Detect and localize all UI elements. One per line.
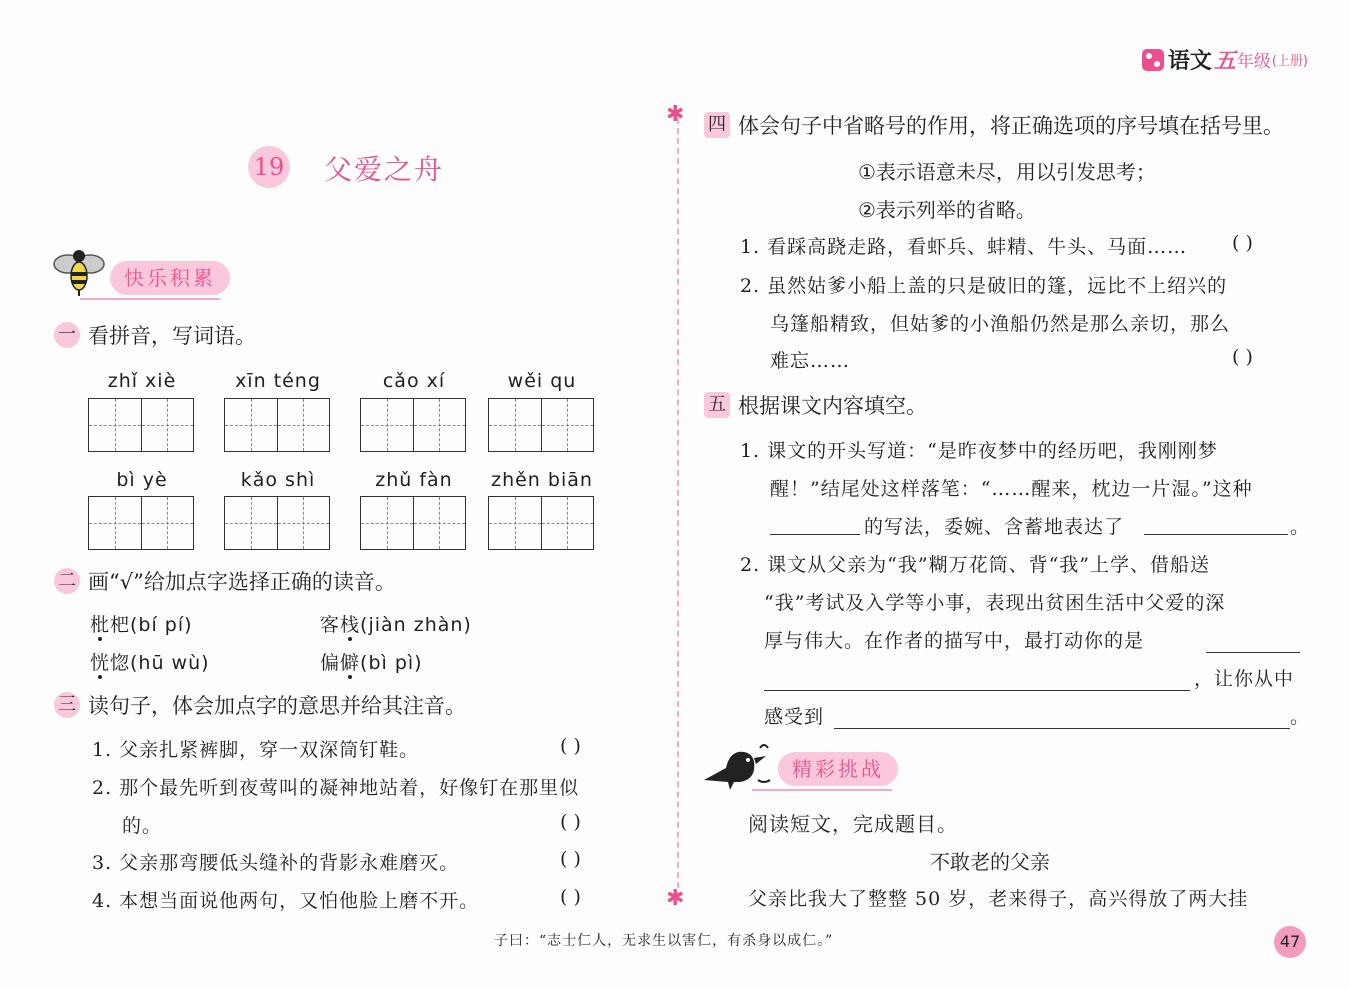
fill-text: 2. 课文从父亲为“我”糊万花筒、背“我”上学、借船送 [740,554,1211,576]
reading-choice-item[interactable]: 枇杷(bí pí) [90,614,193,636]
pinyin-label: zhǔ fàn [375,469,453,491]
question-3-heading [54,690,466,720]
question-5-prompt: 根据课文内容填空。 [738,394,927,418]
sentence-item-continued: 乌篷船精致，但姑爹的小渔船仍然是那么亲切，那么 [770,313,1231,335]
section-banner-challenge: 精彩挑战 [778,752,898,786]
sentence-item-continued: 的。 [122,815,163,837]
reading-title: 不敢老的父亲 [930,850,1050,874]
reading-choice-item[interactable]: 客栈(jiàn zhàn) [320,614,472,636]
writing-grid[interactable] [360,398,466,452]
writing-grid[interactable] [488,496,594,550]
answer-parentheses[interactable]: ( ) [1232,232,1253,254]
writing-grid[interactable] [88,496,194,550]
reading-choice-item[interactable]: 偏僻(bì pì) [320,652,423,674]
sentence-item: 4. 本想当面说他两句，又怕他脸上磨不开。 [92,890,480,912]
fill-text: 感受到 [764,706,825,728]
answer-parentheses[interactable]: ( ) [560,886,581,908]
reading-choice-item[interactable]: 恍惚(hū wù) [90,652,210,674]
question-1-heading [54,320,256,350]
sentence-item: 2. 虽然姑爹小船上盖的只是破旧的篷，远比不上绍兴的 [740,275,1228,297]
fill-blank[interactable] [764,690,1190,691]
dotted-char: 僻 [340,652,361,674]
sentence-item: 1. 父亲扎紧裤脚，穿一双深筒钉鞋。 [92,739,420,761]
reading-prompt: 阅读短文，完成题目。 [748,812,958,836]
fill-text: 醒！”结尾处这样落笔：“……醒来，枕边一片湿。”这种 [770,478,1253,500]
answer-parentheses[interactable]: ( ) [560,848,581,870]
question-4-number: 四 [704,112,730,138]
question-2-number: 二 [54,568,80,594]
banner-underline [752,789,892,791]
pinyin-label: kǎo shì [240,469,316,491]
bird-icon [700,740,772,796]
question-1-number: 一 [54,322,80,348]
question-5-number: 五 [704,392,730,418]
writing-grid[interactable] [88,398,194,452]
answer-parentheses[interactable]: ( ) [560,811,581,833]
lesson-title: 父爱之舟 [324,153,445,186]
fill-blank[interactable] [1206,652,1300,653]
dotted-char: 恍 [90,652,111,674]
banner-underline [80,298,220,300]
bee-icon [52,244,106,302]
column-divider [677,118,679,898]
page-number: 47 [1274,926,1306,958]
pinyin-label: zhěn biān [491,469,593,491]
question-3-number: 三 [54,692,80,718]
star-icon: ✱ [666,102,685,127]
period: 。 [1290,706,1311,728]
fill-blank[interactable] [770,534,860,535]
writing-grid[interactable] [224,398,330,452]
question-3-prompt: 读句子，体会加点字的意思并给其注音。 [88,694,466,718]
star-icon: ✱ [666,886,685,911]
sentence-item: 2. 那个最先听到夜莺叫的凝神地站着，好像钉在那里似 [92,777,580,799]
writing-grid[interactable] [224,496,330,550]
fill-text: 1. 课文的开头写道：“是昨夜梦中的经历吧，我刚刚梦 [740,440,1218,462]
reading-text: 父亲比我大了整整 50 岁，老来得子，高兴得放了两大挂 [748,888,1249,910]
question-2-heading [54,566,396,596]
sentence-item: 1. 看踩高跷走路，看虾兵、蚌精、牛头、马面…… [740,236,1188,258]
writing-grid[interactable] [488,398,594,452]
fill-text: “我”考试及入学等小事，表现出贫困生活中父爱的深 [764,592,1226,614]
answer-parentheses[interactable]: ( ) [560,735,581,757]
fill-text: 厚与伟大。在作者的描写中，最打动你的是 [764,630,1145,652]
dotted-char: 枇 [90,614,111,636]
brand-grade: 五 [1213,48,1236,74]
pinyin-label: xīn téng [235,370,321,392]
brand-level: 年级 [1236,52,1271,72]
question-1-prompt: 看拼音，写词语。 [88,324,256,348]
fill-text: 的写法，委婉、含蓄地表达了 [864,516,1125,538]
brand-volume: (上册) [1271,54,1308,69]
pinyin-label: cǎo xí [382,370,446,392]
lesson-number: 19 [248,146,290,188]
answer-parentheses[interactable]: ( ) [1232,346,1253,368]
pinyin-label: bì yè [116,469,168,491]
writing-grid[interactable] [360,496,466,550]
brand-subject: 语文 [1167,49,1212,74]
question-5-heading [704,390,927,420]
sentence-item: 3. 父亲那弯腰低头缝补的背影永难磨灭。 [92,852,460,874]
question-4-prompt: 体会句子中省略号的作用，将正确选项的序号填在括号里。 [738,114,1284,138]
section-banner-accumulate: 快乐积累 [110,261,230,295]
question-2-prompt: 画“√”给加点字选择正确的读音。 [88,570,396,594]
fill-blank[interactable] [834,728,1290,729]
footer-quote: 子曰：“志士仁人，无求生以害仁，有杀身以成仁。” [494,933,834,949]
period: 。 [1290,516,1311,538]
pinyin-label: zhǐ xiè [107,370,177,392]
fill-blank[interactable] [1144,534,1288,535]
option-2: ②表示列举的省略。 [858,198,1036,222]
dotted-char: 栈 [340,614,361,636]
pinyin-label: wěi qu [507,370,577,392]
sentence-item-continued: 难忘…… [770,350,851,372]
fill-text: ，让你从中 [1194,668,1295,690]
question-4-heading [704,110,1284,140]
book-logo-icon [1142,49,1164,71]
option-1: ①表示语意未尽，用以引发思考； [858,160,1156,184]
book-brand [1142,44,1308,75]
